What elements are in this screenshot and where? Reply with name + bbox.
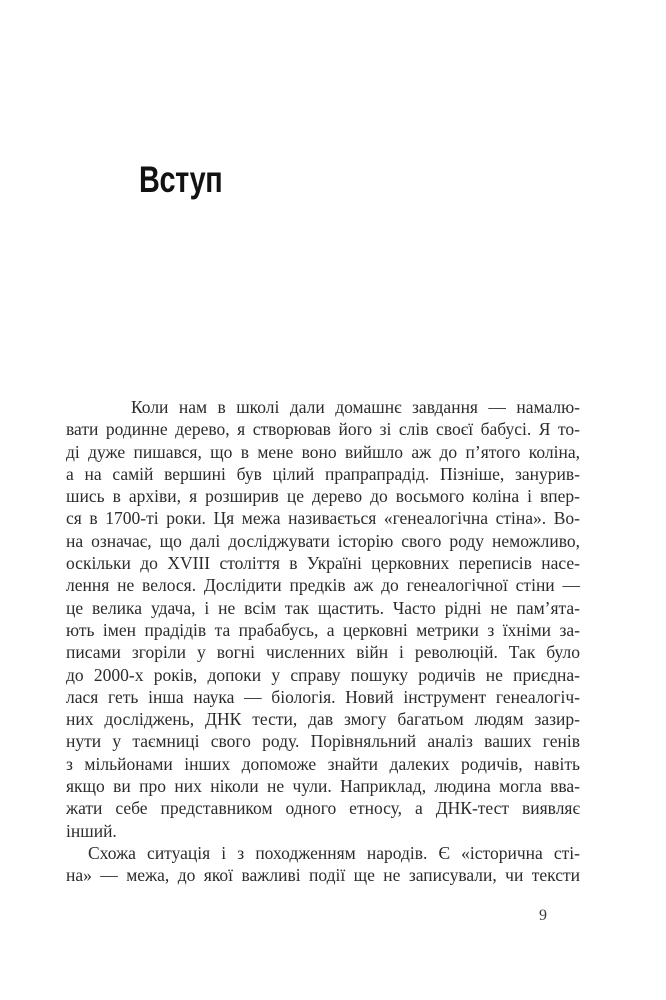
body-line: лася геть інша наука — біологія. Новий інструмент генеалогіч- <box>66 686 580 707</box>
chapter-title: Вступ <box>139 158 223 200</box>
body-line: шись в архіви, я розширив це дерево до восьмого коліна і впер- <box>66 486 580 507</box>
body-line: до 2000-х років, допоки у справу пошуку родичів не приєдна- <box>66 664 580 685</box>
page-number: 9 <box>539 907 547 924</box>
body-line: ся в 1700-ті роки. Ця межа називається «генеалогічна стіна». Во- <box>66 508 580 529</box>
body-line: якщо ви про них ніколи не чули. Наприклад, людина могла вва- <box>66 776 580 797</box>
body-line: з мільйонами інших допоможе знайти далеких родичів, навіть <box>66 753 580 774</box>
body-line: на означає, що далі досліджувати історію свого роду неможливо, <box>66 530 580 551</box>
chapter-body <box>66 396 580 887</box>
body-line: інший. <box>66 820 117 841</box>
body-line: вати родинне дерево, я створював його зі слів своєї бабусі. Я то- <box>66 419 580 440</box>
body-line: а на самій вершині був цілий прапрапрадід. Пізніше, занурив- <box>66 463 580 484</box>
body-line: нути у таємниці свого роду. Порівняльний аналіз ваших генів <box>66 731 580 752</box>
body-line: Коли нам в школі дали домашнє завдання — намалю- <box>131 397 580 417</box>
body-line: жати себе представником одного етносу, а ДНК-тест виявляє <box>66 798 580 819</box>
body-line: на» — межа, до якої важливі події ще не записували, чи тексти <box>66 865 580 886</box>
body-line: оскільки до XVIII століття в Україні церковних переписів насе- <box>66 553 580 574</box>
body-line: ють імен прадідів та прабабусь, а церковні метрики з їхніми за- <box>66 619 580 640</box>
body-line: це велика удача, і не всім так щастить. Часто рідні не пам’ята- <box>66 597 580 618</box>
body-line: ді дуже пишався, що в мене воно вийшло аж до п’ятого коліна, <box>66 441 580 462</box>
body-line: лення не велося. Дослідити предків аж до генеалогічної стіни — <box>66 575 580 596</box>
body-line: писами згоріли у вогні численних війн і революцій. Так було <box>66 642 580 663</box>
body-line: Схожа ситуація і з походженням народів. Є «історична сті- <box>88 842 580 863</box>
body-line: них досліджень, ДНК тести, дав змогу багатьом людям зазир- <box>66 709 580 730</box>
